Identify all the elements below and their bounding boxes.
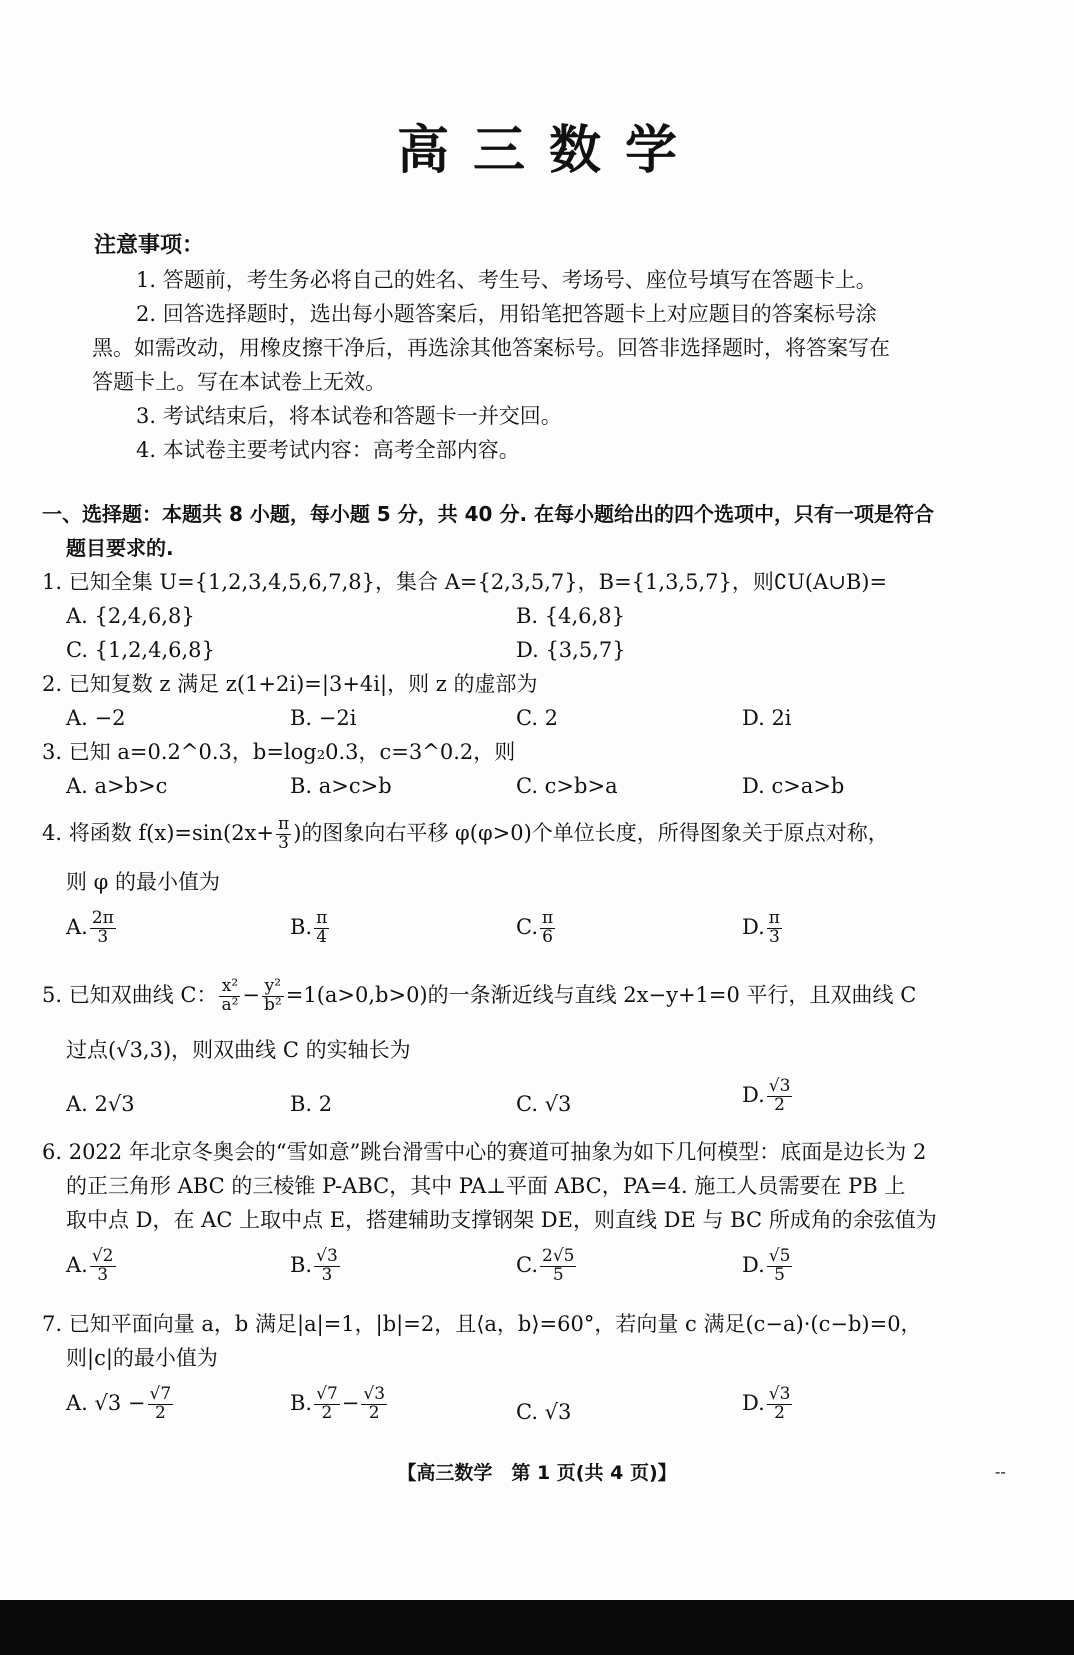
q5-option-a: A. 2√3 [66,1092,135,1116]
question-7-line-1: 7. 已知平面向量 a，b 满足|a|=1，|b|=2，且⟨a，b⟩=60°，若向量 c 满足(c−a)·(c−b)=0， [42,1312,922,1336]
option-label: D. [742,1390,765,1415]
fraction-denominator: 6 [542,926,553,947]
q6-option-a [66,1248,118,1285]
q3-option-c: C. c>b>a [516,774,618,798]
q5-y-fraction [262,978,284,1015]
question-1-stem: 1. 已知全集 U={1,2,3,4,5,6,7,8}，集合 A={2,3,5,7}，B={1,3,5,7}，则∁U(A∪B)= [42,570,888,594]
fraction-denominator: 3 [278,832,289,853]
q4-option-a [66,910,118,947]
q5-x-fraction [219,978,240,1015]
fraction-numerator: 2√5 [542,1246,575,1266]
q4-option-d [742,910,784,947]
fraction-denominator: 3 [97,1264,109,1285]
fraction-numerator: 2π [91,908,114,928]
q2-option-c: C. 2 [516,706,559,730]
option-fraction [540,1248,576,1285]
option-fraction [767,1078,793,1115]
fraction-numerator: π [542,908,554,928]
q2-option-a: A. −2 [66,706,126,730]
q2-option-b: B. −2i [290,706,357,730]
notice-line-3: 黑。如需改动，用橡皮擦干净后，再选涂其他答案标号。回答非选择题时，将答案写在 [92,336,890,360]
q6-option-b [290,1248,342,1285]
fraction-denominator: 2 [154,1402,166,1423]
q7-option-c: C. √3 [516,1400,572,1424]
fraction-numerator: √3 [363,1384,386,1404]
q5-option-c: C. √3 [516,1092,572,1116]
fraction-numerator: x² [219,978,240,997]
fraction-denominator: 3 [321,1264,333,1285]
fraction-numerator: y² [262,978,284,997]
section-heading: 一、选择题：本题共 8 小题，每小题 5 分，共 40 分. 在每小题给出的四个选项中，只有一项是符合 [42,502,935,526]
question-6-line-1: 6. 2022 年北京冬奥会的“雪如意”跳台滑雪中心的赛道可抽象为如下几何模型：底面是边长为 2 [42,1140,927,1164]
fraction-numerator: √3 [768,1384,791,1404]
option-label: D. [742,1252,765,1277]
q5-option-d [742,1078,794,1115]
option-label: A. [66,1252,88,1277]
fraction-denominator: 5 [774,1264,785,1285]
fraction-numerator: π [768,908,780,928]
q3-option-d: D. c>a>b [742,774,845,798]
question-5-stem: 5. 已知双曲线 C： $\frac{\text{x²}}{\text{a²}}$ − $\frac{\text{y²}}{\text{b²}}$ =1(a>0,b>0)的一条渐近线与直线 2x−y+1=0 平行，且双曲线 C [42,976,917,1015]
option-fraction [90,1248,116,1285]
q5-option-b: B. 2 [290,1092,333,1116]
q1-option-d: D. {3,5,7} [516,638,626,662]
fraction-numerator: π [278,814,290,834]
question-6-line-2: 的正三角形 ABC 的三棱锥 P-ABC，其中 PA⊥平面 ABC，PA=4. 施工人员需要在 PB 上 [66,1174,906,1198]
option-fraction [314,1248,340,1285]
fraction-numerator: √2 [91,1246,114,1266]
option-label: D. [742,914,765,939]
q4-option-b [290,910,331,947]
page-footer: 【高三数学 第 1 页(共 4 页)】 [397,1462,677,1484]
question-2-stem: 2. 已知复数 z 满足 z(1+2i)=|3+4i|，则 z 的虚部为 [42,672,538,696]
notice-line-2: 2. 回答选择题时，选出每小题答案后，用铅笔把答题卡上对应题目的答案标号涂 [136,302,877,326]
fraction-numerator: √7 [316,1384,338,1404]
question-6-line-3: 取中点 D，在 AC 上取中点 E，搭建辅助支撑钢架 DE，则直线 DE 与 BC 所成角的余弦值为 [66,1208,937,1232]
option-fraction [767,1386,793,1423]
fraction-numerator: √3 [316,1246,338,1266]
title-char: 高 [396,121,449,181]
q6-option-c [516,1248,578,1285]
question-7-line-2: 则|c|的最小值为 [66,1346,218,1370]
title-char: 学 [625,121,678,181]
option-fraction [540,910,555,947]
question-4-stem [42,816,889,853]
minus-sign: − [341,1390,360,1415]
fraction-denominator: a² [221,994,239,1015]
fraction-numerator: √5 [768,1246,791,1266]
q2-option-d: D. 2i [742,706,792,730]
question-5-stem-cont: 过点(√3,3)，则双曲线 C 的实轴长为 [66,1038,411,1062]
q3-option-a: A. a>b>c [66,774,168,798]
fraction-denominator: 4 [316,926,328,947]
q1-option-a: A. {2,4,6,8} [66,604,195,628]
q7-option-b [290,1386,389,1423]
q6-option-d [742,1248,794,1285]
fraction-denominator: 2 [774,1402,785,1423]
fraction-numerator: √7 [149,1384,172,1404]
option-fraction [314,1386,340,1423]
option-fraction [767,910,782,947]
option-fraction [148,1386,174,1423]
question-3-stem: 3. 已知 a=0.2^0.3，b=log₂0.3，c=3^0.2，则 [42,740,516,764]
title-char: 数 [549,121,602,181]
q1-option-b: B. {4,6,8} [516,604,625,628]
q7-option-d [742,1386,794,1423]
option-label: C. [516,914,538,939]
option-label: C. [516,1252,538,1277]
option-label: B. [290,914,313,939]
q4-option-c [516,910,557,947]
notice-line-4: 答题卡上。写在本试卷上无效。 [92,370,386,394]
fraction-denominator: 3 [768,926,780,947]
option-fraction [314,910,329,947]
q4-stem-b: )的图象向右平移 φ(φ>0)个单位长度，所得图象关于原点对称， [293,820,889,845]
option-label: B. [290,1390,313,1415]
page-title [0,108,1074,183]
q4-stem-a: 4. 将函数 f(x)=sin(2x+ [42,820,274,845]
fraction-denominator: b² [264,994,282,1015]
option-label: B. [290,1252,313,1277]
option-label: A. √3 − [66,1390,146,1415]
q5-stem-a: 5. 已知双曲线 C： [42,982,218,1007]
option-label: A. [66,914,88,939]
title-char: 三 [472,121,525,181]
notice-heading: 注意事项： [94,233,205,258]
fraction-numerator: √3 [768,1076,791,1096]
footer-mark: -- [995,1462,1006,1481]
fraction-denominator: 2 [774,1094,785,1115]
q3-option-b: B. a>c>b [290,774,392,798]
fraction-numerator: π [316,908,328,928]
q4-pi-over-3 [276,816,291,853]
section-heading-cont: 题目要求的. [66,536,174,560]
fraction-denominator: 5 [552,1264,564,1285]
bottom-black-bar [0,1600,1074,1655]
question-4-stem-cont: 则 φ 的最小值为 [66,870,221,894]
fraction-denominator: 2 [368,1402,380,1423]
option-fraction [90,910,116,947]
q7-option-a [66,1386,175,1423]
option-fraction [767,1248,793,1285]
notice-line-5: 3. 考试结束后，将本试卷和答题卡一并交回。 [136,404,562,428]
q5-stem-b: =1(a>0,b>0)的一条渐近线与直线 2x−y+1=0 平行，且双曲线 C [285,982,917,1007]
q1-option-c: C. {1,2,4,6,8} [66,638,215,662]
fraction-denominator: 3 [97,926,109,947]
fraction-denominator: 2 [321,1402,333,1423]
notice-line-6: 4. 本试卷主要考试内容：高考全部内容。 [136,438,520,462]
notice-line-1: 1. 答题前，考生务必将自己的姓名、考生号、考场号、座位号填写在答题卡上。 [136,268,877,292]
option-fraction [361,1386,387,1423]
option-label: D. [742,1082,765,1107]
